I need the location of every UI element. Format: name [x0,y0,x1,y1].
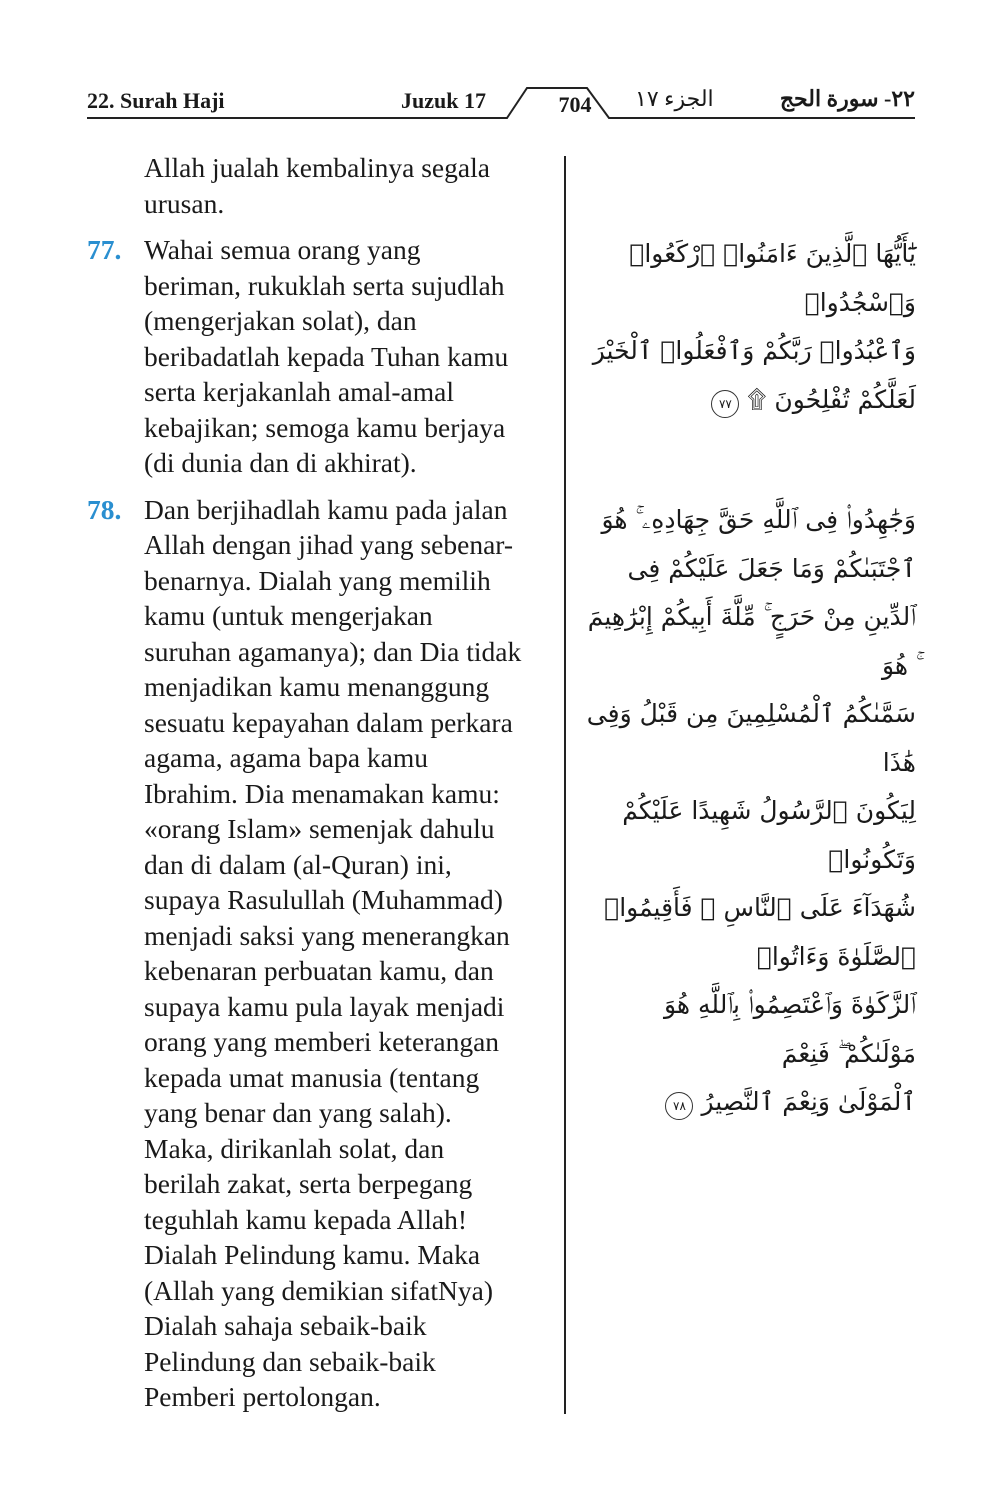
page-number: 704 [558,92,592,117]
verse-end-marker-77: ٧٧ [711,390,739,418]
arabic-verse-78-text: وَجَٰهِدُوا۟ فِى ٱللَّهِ حَقَّ جِهَادِهِۦ ۚ هُوَ ٱجْتَبَىٰكُمْ وَمَا جَعَلَ عَلَيْكُمْ فِى ٱلدِّينِ مِنْ حَرَجٍ ۚ مِّلَّةَ أَبِيكُمْ إِبْرَٰهِيمَ ۚ هُوَ سَمَّىٰكُمُ ٱلْمُسْلِمِينَ مِن قَبْلُ وَفِى هَٰذَا لِيَكُونَ ٱلرَّسُولُ شَهِيدًا عَلَيْكُمْ وَتَكُونُوا۟ شُهَدَآءَ عَلَى ٱلنَّاسِ ۚ فَأَقِيمُوا۟ ٱلصَّلَوٰةَ وَءَاتُوا۟ ٱلزَّكَوٰةَ وَٱعْتَصِمُوا۟ بِٱللَّهِ هُوَ مَوْلَىٰكُمْ ۖ فَنِعْمَ ٱلْمَوْلَىٰ وَنِعْمَ ٱلنَّصِيرُ [586,505,916,1116]
juzuk-label: Juzuk 17 [401,88,486,113]
verse-78-translation [87,492,559,1415]
continuation-text: Allah jualah kembalinya segala urusan. [144,152,490,219]
arabic-verse-77 [586,230,916,424]
verse-number-78: 78. [87,493,122,525]
juz-label-arabic: الجزء ١٧ [635,86,714,111]
arabic-verse-78 [586,496,916,1127]
continuation-paragraph [87,150,559,221]
verse-77-translation [87,232,559,481]
column-divider [564,156,566,1414]
verse-78-text: Dan berjihadlah kamu pada jalan Allah dengan jihad yang sebenar- benarnya. Dialah yang memilih kamu (untuk mengerjakan suruhan agamanya); dan Dia tidak menjadikan kamu menanggung sesuatu kepayahan dalam perkara agama, agama bapa kamu Ibrahim. Dia menamakan kamu: «orang Islam» semenjak dahulu dan di dalam (al-Quran) ini, supaya Rasulullah (Muhammad) menjadi saksi yang menerangkan kebenaran perbuatan kamu, dan supaya kamu pula layak menjadi orang yang memberi keterangan kepada umat manusia (tentang yang benar dan yang salah). Maka, dirikanlah solat, dan berilah zakat, serta berpegang teguhlah kamu kepada Allah! Dialah Pelindung kamu. Maka (Allah yang demikian sifatNya) Dialah sahaja sebaik-baik Pelindung dan sebaik-baik Pemberi pertolongan. [144,493,522,1412]
verse-end-marker-78: ٧٨ [665,1092,693,1120]
arabic-verse-77-text: يَٰٓأَيُّهَا ٱلَّذِينَ ءَامَنُوا۟ ٱرْكَعُوا۟ وَٱسْجُدُوا۟ وَٱعْبُدُوا۟ رَبَّكُمْ وَٱفْعَلُوا۟ ٱلْخَيْرَ لَعَلَّكُمْ تُفْلِحُونَ ۩ [592,239,916,414]
surah-title-latin: 22. Surah Haji [87,88,225,113]
surah-title-arabic: ٢٢- سورة الحج [779,86,915,111]
verse-number-77: 77. [87,234,122,265]
verse-77-text: Wahai semua orang yang beriman, rukuklah serta sujudlah (mengerjakan solat), dan beribadatlah kepada Tuhan kamu serta kerjakanlah amal-amal kebajikan; semoga kamu berjaya (di dunia dan di akhirat). [144,234,509,478]
translation-column [87,150,559,1426]
page-header [87,84,915,122]
